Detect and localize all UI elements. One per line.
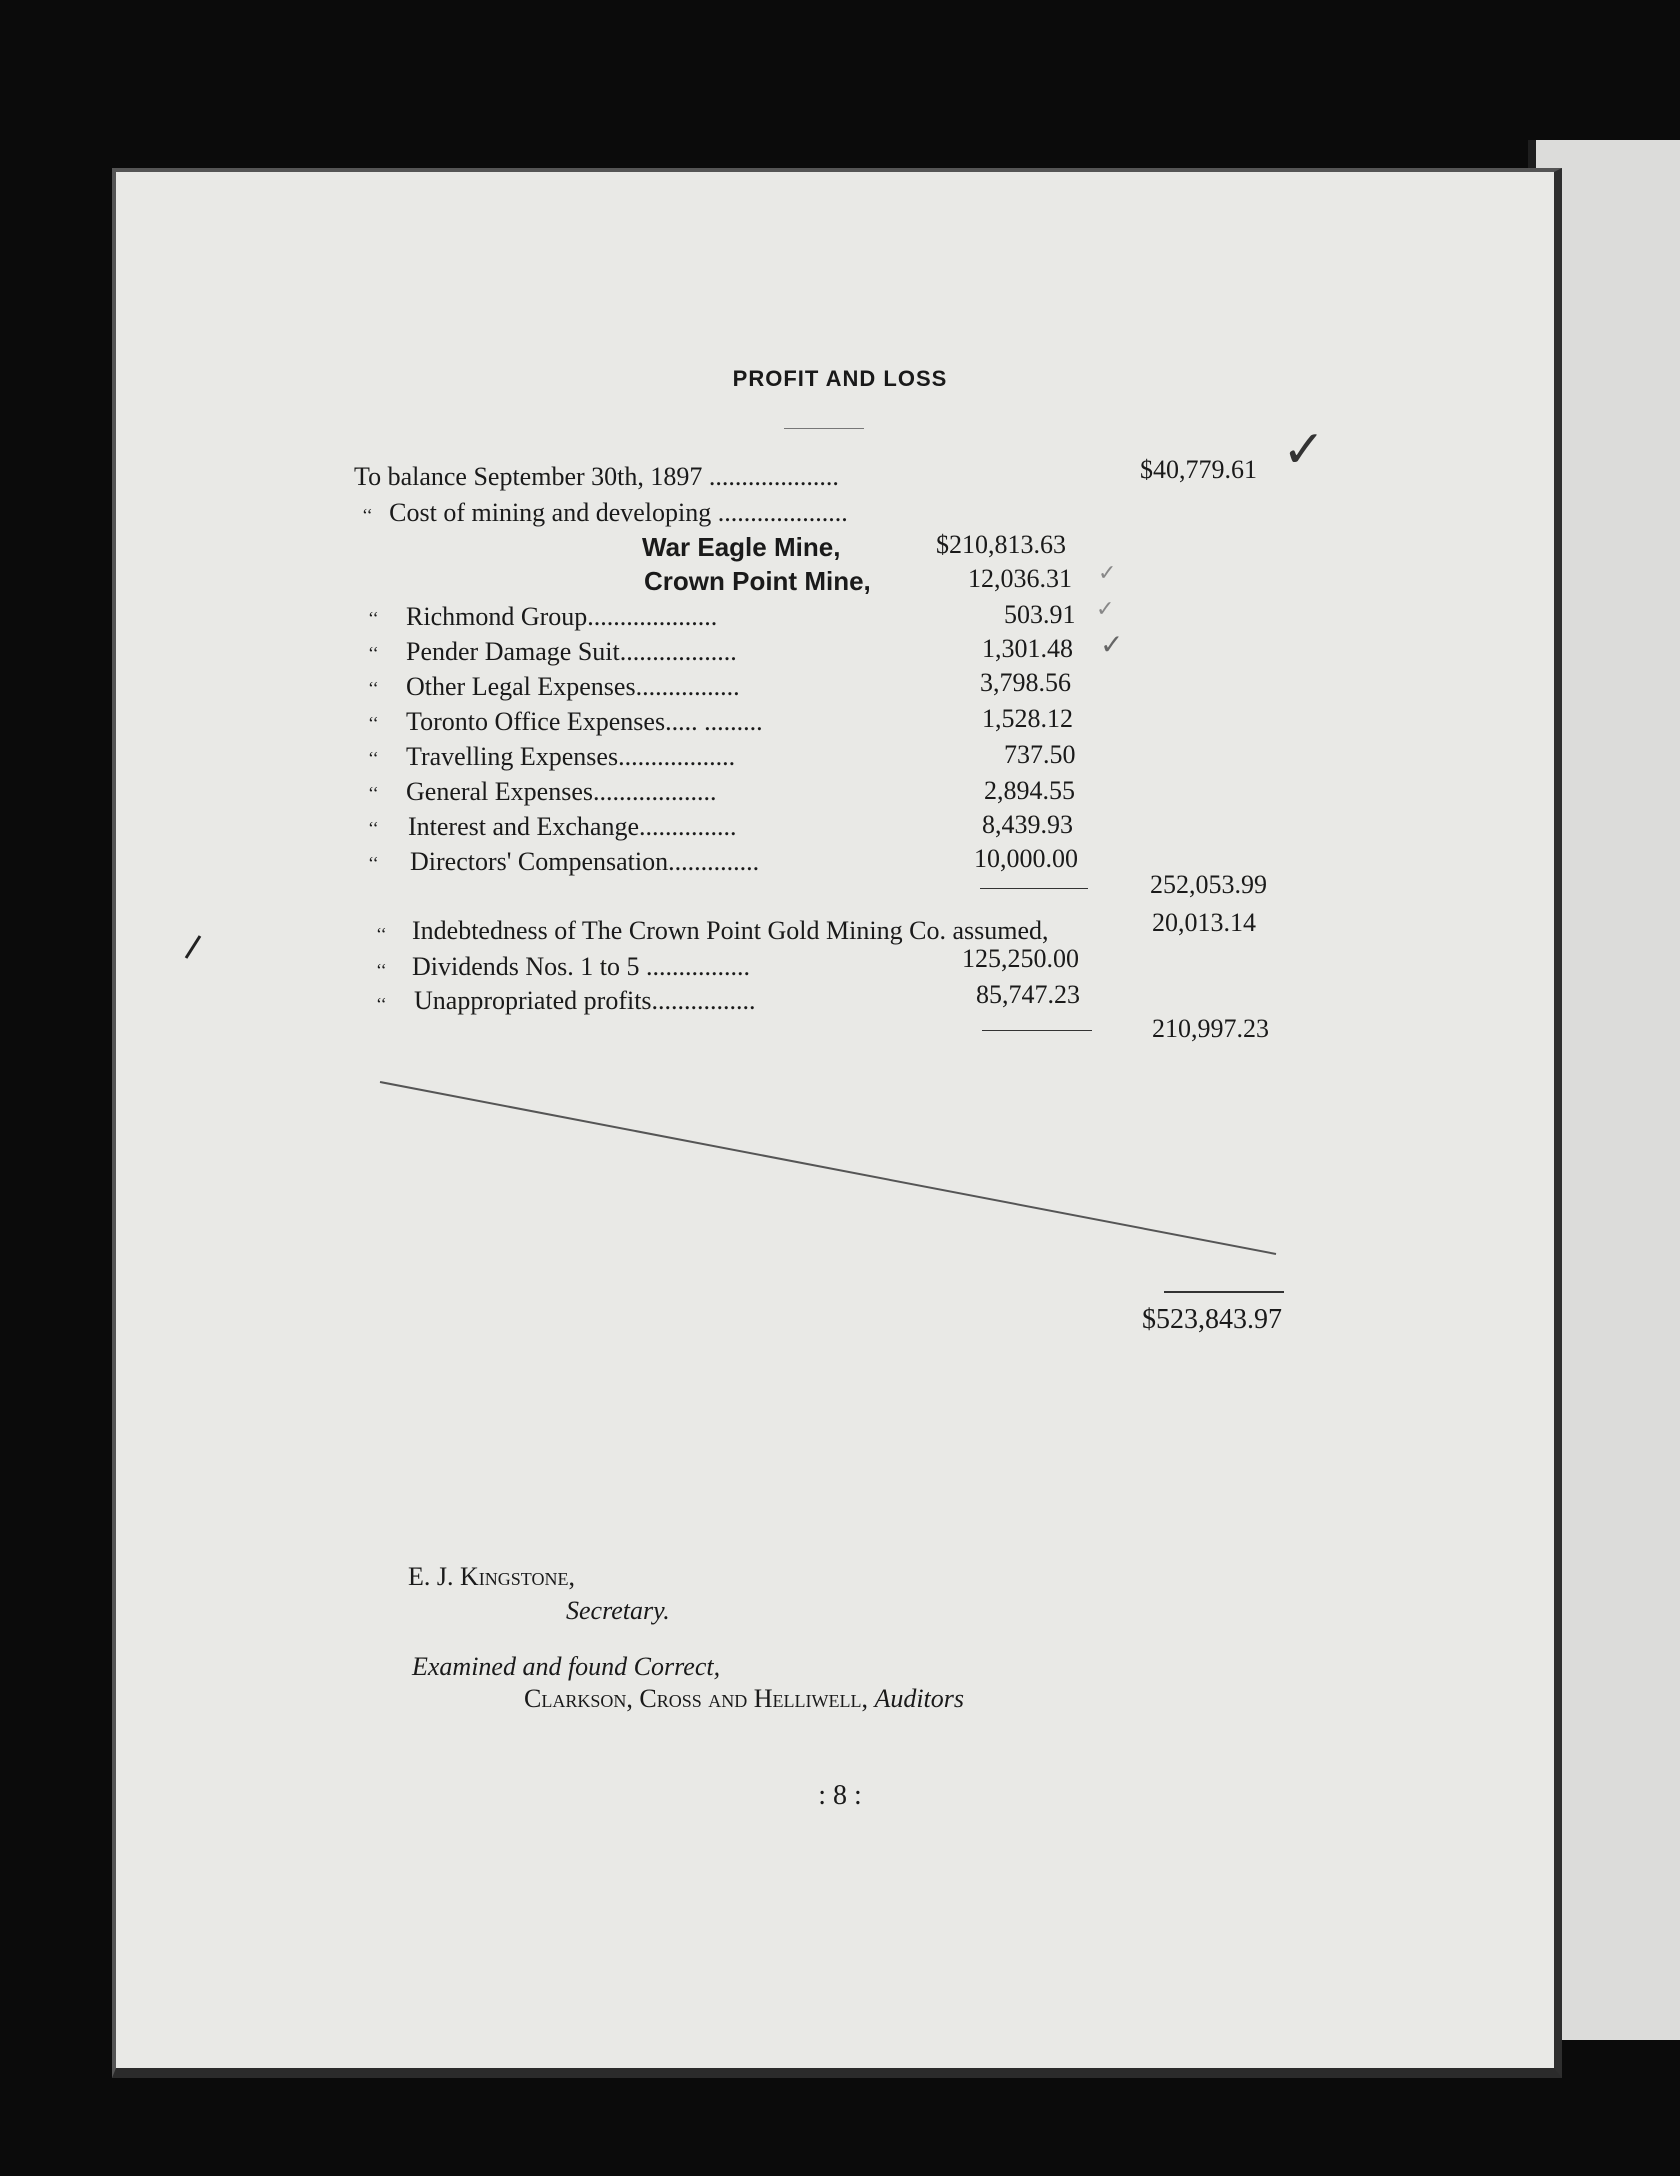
- ditto-mark: ‘‘: [376, 994, 387, 1014]
- expense-label: Directors' Compensation..............: [410, 847, 760, 876]
- expense-amount: 10,000.00: [974, 844, 1078, 873]
- ditto-mark: ‘‘: [368, 713, 379, 733]
- expense-amount: 3,798.56: [980, 668, 1071, 697]
- expense-amount: 503.91: [1004, 600, 1076, 629]
- expense-label: General Expenses...................: [406, 777, 717, 806]
- grand-total: $523,843.97: [1142, 1304, 1282, 1335]
- page-title: PROFIT AND LOSS: [732, 366, 948, 391]
- ditto-mark: ‘‘: [368, 748, 379, 768]
- ditto-mark: ‘‘: [376, 960, 387, 980]
- secretary-name: E. J. Kingstone,: [408, 1562, 575, 1591]
- expense-label: Richmond Group....................: [406, 602, 718, 631]
- check-mark-icon: ✓: [1096, 596, 1115, 621]
- ditto-mark: ‘‘: [362, 505, 373, 525]
- auditor-names: Clarkson, Cross and Helliwell, Auditors: [524, 1684, 965, 1713]
- ditto-mark: ‘‘: [368, 853, 379, 873]
- check-mark-icon: ✓: [1098, 560, 1117, 585]
- ditto-mark: ‘‘: [376, 924, 387, 944]
- unappropriated-label: Unappropriated profits................: [414, 986, 756, 1015]
- page-number: : 8 :: [818, 1780, 862, 1811]
- expense-label: Travelling Expenses..................: [406, 742, 736, 771]
- expense-amount: 737.50: [1004, 740, 1076, 769]
- ditto-mark: ‘‘: [368, 818, 379, 838]
- ditto-mark: ‘‘: [368, 783, 379, 803]
- expense-label: Interest and Exchange...............: [408, 812, 737, 841]
- expense-amount: 1,301.48: [982, 634, 1073, 663]
- leader-dots: ....................: [717, 498, 848, 527]
- expense-label: Other Legal Expenses................: [406, 672, 740, 701]
- mine-label: Crown Point Mine,: [644, 566, 871, 596]
- unappropriated-amount: 85,747.23: [976, 980, 1080, 1009]
- check-mark-icon: ✓: [1100, 630, 1124, 661]
- mine-amount: 12,036.31: [968, 564, 1072, 593]
- indebtedness-amount: 20,013.14: [1152, 908, 1256, 937]
- expense-amount: 8,439.93: [982, 810, 1073, 839]
- check-mark-icon: ✓: [1282, 422, 1326, 479]
- expense-label: Toronto Office Expenses..... .........: [406, 707, 763, 736]
- cost-label: Cost of mining and developing: [389, 498, 712, 527]
- expense-amount: 1,528.12: [982, 704, 1073, 733]
- mine-amount: $210,813.63: [936, 530, 1066, 559]
- mine-label: War Eagle Mine,: [642, 532, 841, 562]
- subtotal-amount: 252,053.99: [1150, 870, 1267, 899]
- ditto-mark: ‘‘: [368, 643, 379, 663]
- balance-amount: $40,779.61: [1140, 455, 1257, 484]
- expense-label: Pender Damage Suit..................: [406, 637, 737, 666]
- leader-dots: ....................: [708, 462, 839, 491]
- dividends-amount: 125,250.00: [962, 944, 1079, 973]
- indebtedness-label: Indebtedness of The Crown Point Gold Mining Co. assumed,: [412, 916, 1049, 945]
- audit-statement: Examined and found Correct,: [412, 1652, 721, 1681]
- expense-amount: 2,894.55: [984, 776, 1075, 805]
- balance-label: To balance September 30th, 1897: [354, 462, 703, 491]
- secretary-title: Secretary.: [566, 1596, 670, 1625]
- subtotal-amount: 210,997.23: [1152, 1014, 1269, 1043]
- ditto-mark: ‘‘: [368, 608, 379, 628]
- dividends-label: Dividends Nos. 1 to 5 ................: [412, 952, 750, 981]
- ditto-mark: ‘‘: [368, 678, 379, 698]
